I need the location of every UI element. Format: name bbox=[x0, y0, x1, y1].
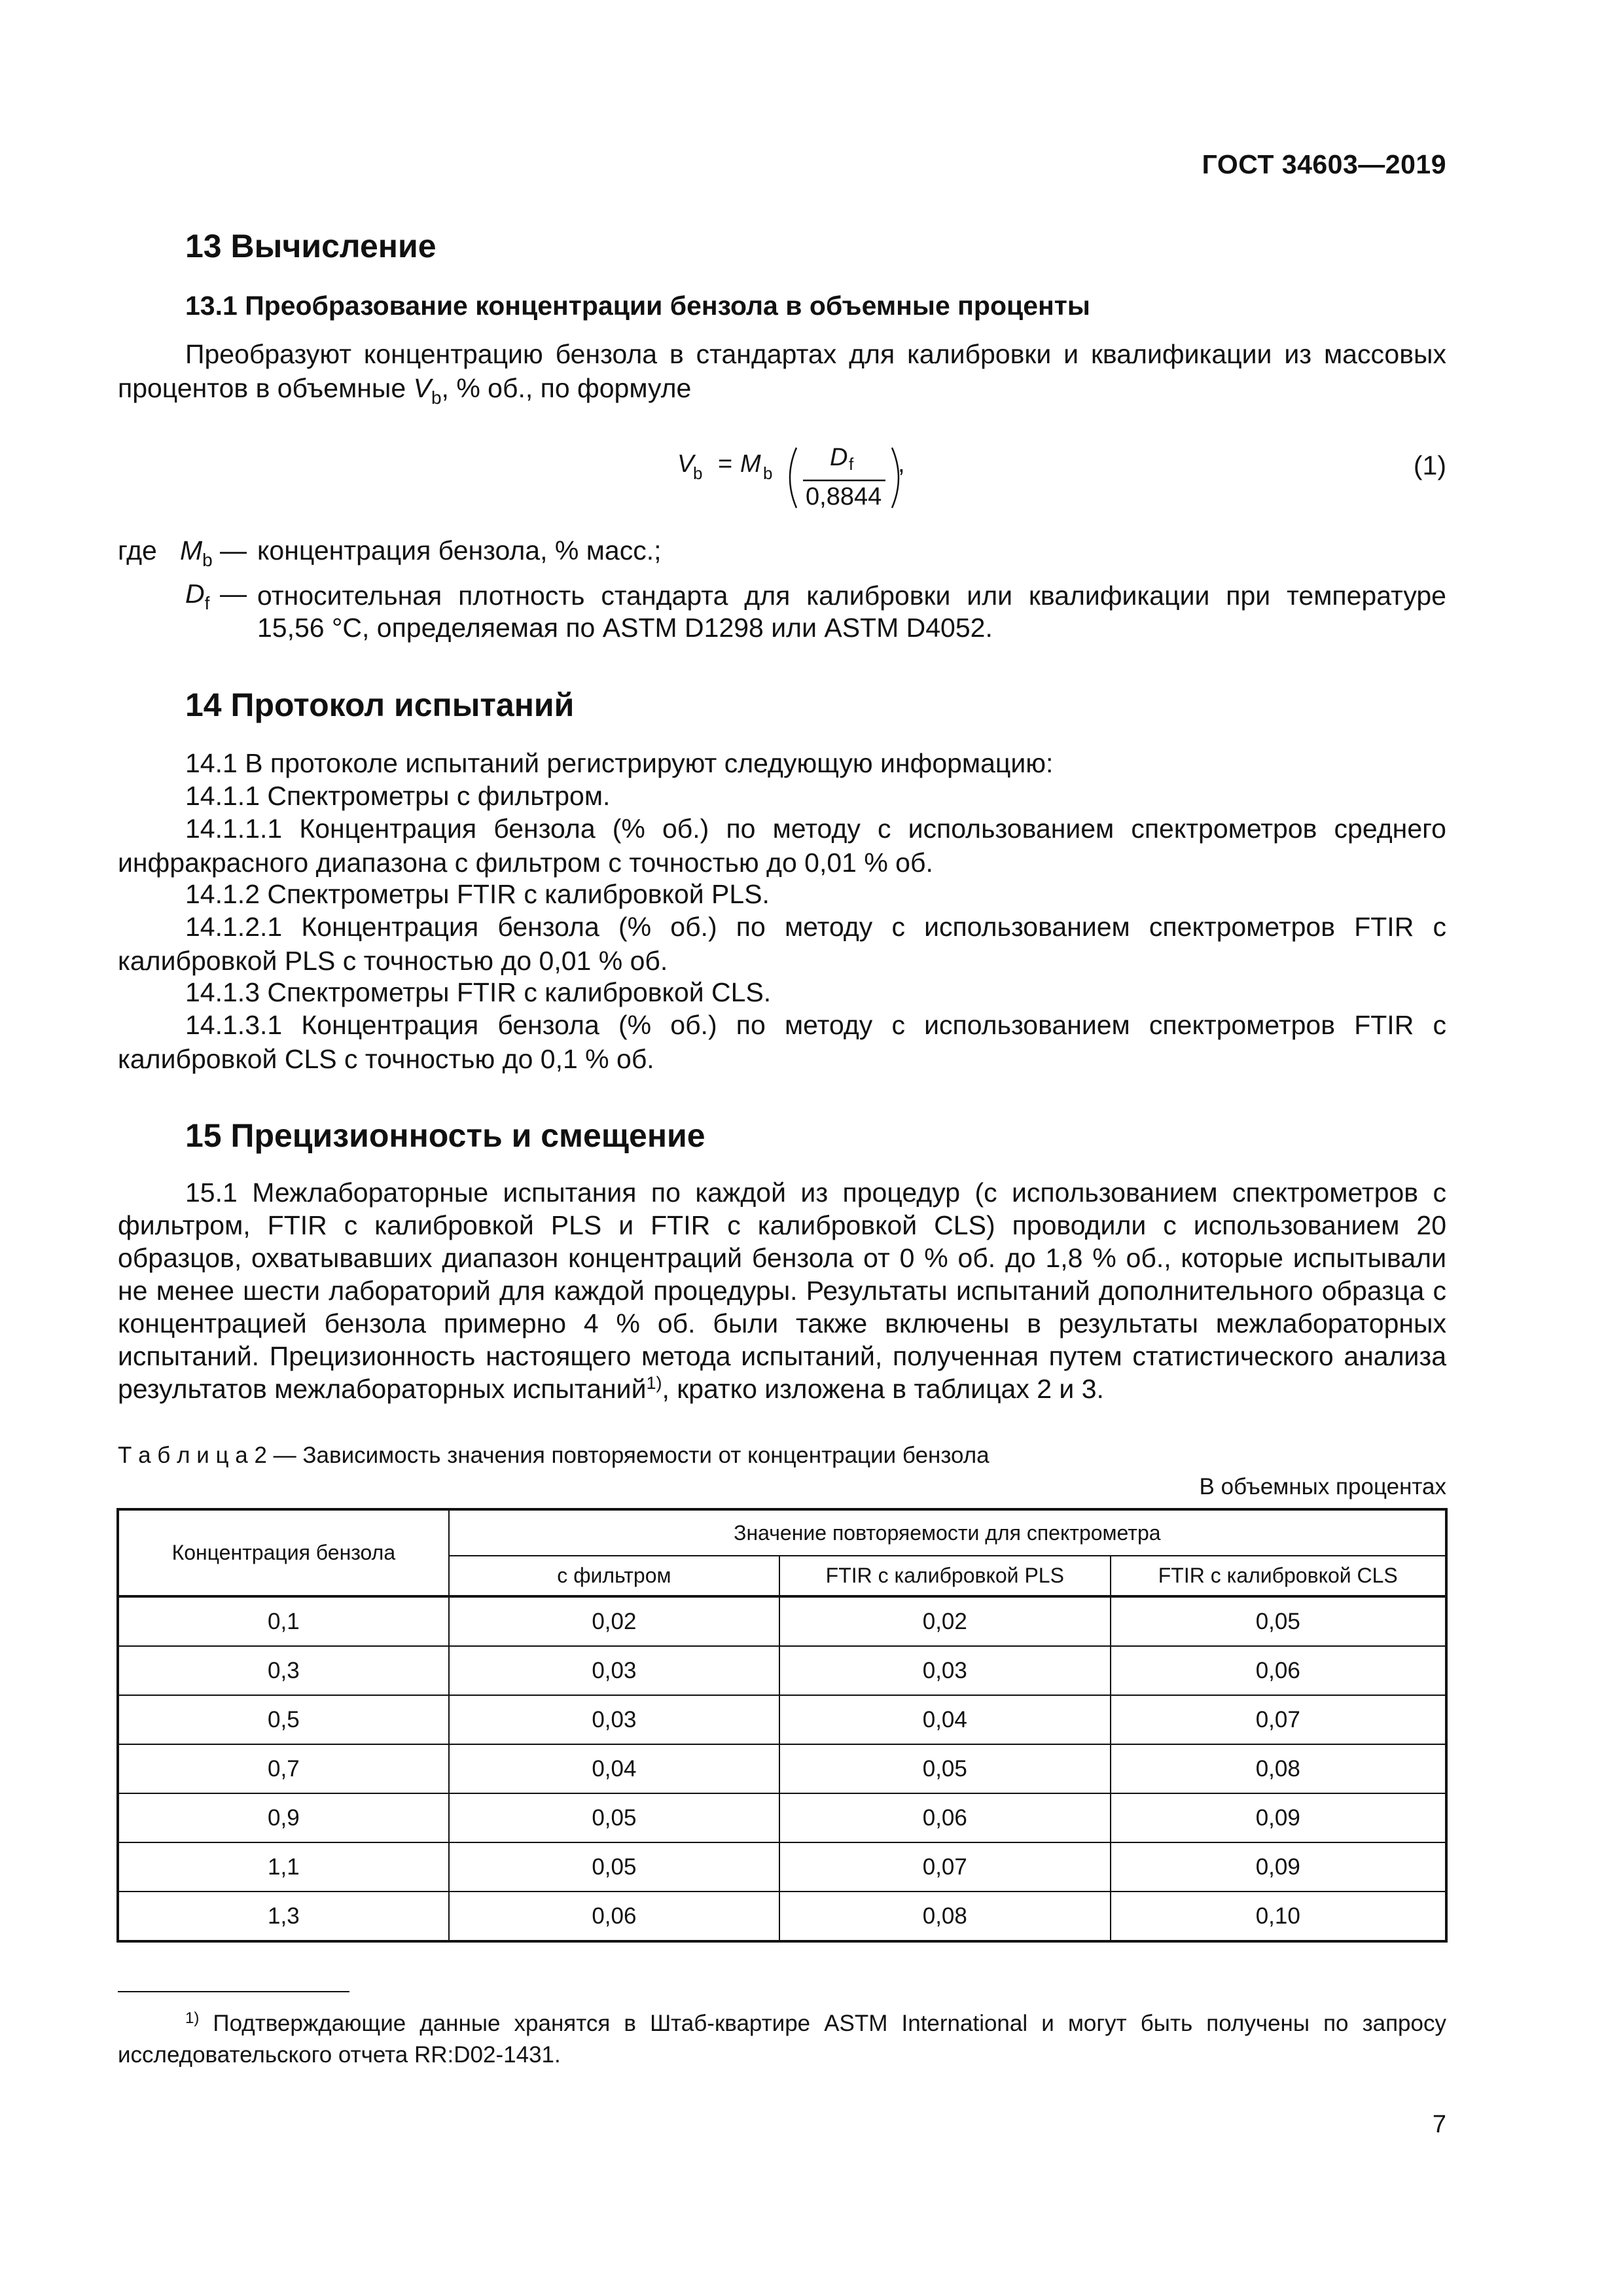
formula-1: V b = M b D f 0,8844 , bbox=[677, 445, 900, 511]
table-row bbox=[118, 1646, 1446, 1695]
where-d-text-2: 15,56 °C, определяемая по ASTM D1298 или ASTM D4052. bbox=[257, 613, 993, 643]
footnote-separator bbox=[118, 1991, 349, 1992]
table-cell: 0,1 bbox=[118, 1596, 449, 1646]
table-cell: 0,04 bbox=[449, 1744, 779, 1793]
section-14-title: 14 Протокол испытаний bbox=[185, 687, 575, 723]
where-word: где bbox=[118, 535, 157, 565]
table-cell: 0,9 bbox=[118, 1793, 449, 1842]
table-cell: 0,02 bbox=[449, 1596, 779, 1646]
where-d-symbol: $D_f$ bbox=[185, 579, 210, 613]
table-row bbox=[118, 1892, 1446, 1941]
table-cell: 0,04 bbox=[779, 1695, 1110, 1744]
footnote-ref: 1) bbox=[646, 1373, 662, 1393]
where-d-dash: — bbox=[220, 579, 247, 609]
header-col-filter: с фильтром bbox=[449, 1556, 779, 1596]
table-row bbox=[118, 1842, 1446, 1892]
table-row bbox=[118, 1695, 1446, 1744]
s14-line-2: 14.1.1 Спектрометры с фильтром. bbox=[185, 781, 611, 811]
table-cell: 1,3 bbox=[118, 1892, 449, 1941]
table-cell: 0,07 bbox=[779, 1842, 1110, 1892]
s14-line-6: 14.1.3 Спектрометры FTIR с калибровкой CLS. bbox=[185, 977, 772, 1007]
table-cell: 0,05 bbox=[449, 1793, 779, 1842]
where-m-dash: — bbox=[220, 535, 247, 565]
table-cell: 0,09 bbox=[1111, 1842, 1446, 1892]
table-cell: 0,06 bbox=[779, 1793, 1110, 1842]
header-repeatability-group: Значение повторяемости для спектрометра bbox=[449, 1510, 1446, 1556]
section-13-title: 13 Вычисление bbox=[185, 228, 437, 264]
table-cell: 0,3 bbox=[118, 1646, 449, 1695]
where-m-symbol: $M_b$ bbox=[180, 535, 213, 570]
page-number: 7 bbox=[1432, 2111, 1446, 2138]
table-cell: 0,08 bbox=[779, 1892, 1110, 1941]
section-13-1-title: 13.1 Преобразование концентрации бензола в объемные проценты bbox=[185, 291, 1090, 321]
s14-line-3: 14.1.1.1 Концентрация бензола (% об.) по методу с использованием спектрометров среднего инфракрасного диапазона с фильтром с точностью до 0,01 % об. bbox=[118, 814, 1446, 878]
where-m-text: концентрация бензола, % масс.; bbox=[257, 535, 662, 565]
table-cell: 0,03 bbox=[449, 1695, 779, 1744]
table-cell: 0,08 bbox=[1111, 1744, 1446, 1793]
table-cell: 0,06 bbox=[1111, 1646, 1446, 1695]
table-row bbox=[118, 1596, 1446, 1646]
s14-line-4: 14.1.2 Спектрометры FTIR с калибровкой PLS. bbox=[185, 879, 770, 909]
s14-line-1: 14.1 В протоколе испытаний регистрируют следующую информацию: bbox=[185, 748, 1054, 778]
s14-line-7: 14.1.3.1 Концентрация бензола (% об.) по методу с использованием спектрометров FTIR с калибровкой CLS с точностью до 0,1 % об. bbox=[118, 1010, 1446, 1074]
where-d-text-1: относительная плотность стандарта для калибровки или квалификации при температуре bbox=[257, 581, 1446, 611]
table-cell: 0,09 bbox=[1111, 1793, 1446, 1842]
table-cell: 0,05 bbox=[779, 1744, 1110, 1793]
table-cell: 0,5 bbox=[118, 1695, 449, 1744]
section-15-1-paragraph: 15.1 Межлабораторные испытания по каждой из процедур (с использованием спектрометров с фильтром, FTIR с калибровкой PLS и FTIR с калибровкой CLS) проводили с использованием 20 образцов, охватывавших диапазон концентраций бензола от 0 % об. до 1,8 % об., которые испытывали не менее шести лабораторий для каждой процедуры. Результаты испытаний дополнительного образца с концентрацией бензола примерно 4 % об. были также включены в результаты межлабораторных испытаний. Прецизионность настоящего метода испытаний, полученная путем статистического анализа результатов межлабораторных испытаний$^{1)}$, кратко изложена в таблицах 2 и 3. bbox=[118, 1177, 1446, 1404]
section-15-title: 15 Прецизионность и смещение bbox=[185, 1117, 705, 1154]
table-cell: 0,05 bbox=[449, 1842, 779, 1892]
table-row bbox=[118, 1744, 1446, 1793]
table-cell: 0,10 bbox=[1111, 1892, 1446, 1941]
table-2-units: В объемных процентах bbox=[1199, 1474, 1446, 1499]
table-cell: 0,03 bbox=[779, 1646, 1110, 1695]
table-cell: 0,7 bbox=[118, 1744, 449, 1793]
table-cell: 0,02 bbox=[779, 1596, 1110, 1646]
table-cell: 0,07 bbox=[1111, 1695, 1446, 1744]
section-13-1-intro: Преобразуют концентрацию бензола в стандартах для калибровки и квалификации из массовых процентов в объемные $V_b$, % об., по формуле bbox=[118, 339, 1446, 408]
table-row bbox=[118, 1793, 1446, 1842]
table-cell: 0,06 bbox=[449, 1892, 779, 1941]
document-code: ГОСТ 34603—2019 bbox=[1202, 149, 1446, 179]
table-cell: 0,03 bbox=[449, 1646, 779, 1695]
table-cell: 0,05 bbox=[1111, 1596, 1446, 1646]
formula-1-number: (1) bbox=[1413, 450, 1446, 480]
table-2-caption: Т а б л и ц а 2 — Зависимость значения повторяемости от концентрации бензола bbox=[118, 1443, 990, 1468]
footnote: $^{1)}$ Подтверждающие данные хранятся в Штаб-квартире ASTM International и могут быть получены по запросу исследовательского отчета RR:D02-1431. bbox=[118, 2009, 1446, 2068]
repeatability-table bbox=[118, 1509, 1446, 1941]
s14-line-5: 14.1.2.1 Концентрация бензола (% об.) по методу с использованием спектрометров FTIR с калибровкой PLS с точностью до 0,01 % об. bbox=[118, 912, 1446, 976]
header-concentration: Концентрация бензола bbox=[118, 1510, 449, 1596]
table-cell: 1,1 bbox=[118, 1842, 449, 1892]
header-col-cls: FTIR с калибровкой CLS bbox=[1111, 1556, 1446, 1596]
header-col-pls: FTIR с калибровкой PLS bbox=[779, 1556, 1110, 1596]
